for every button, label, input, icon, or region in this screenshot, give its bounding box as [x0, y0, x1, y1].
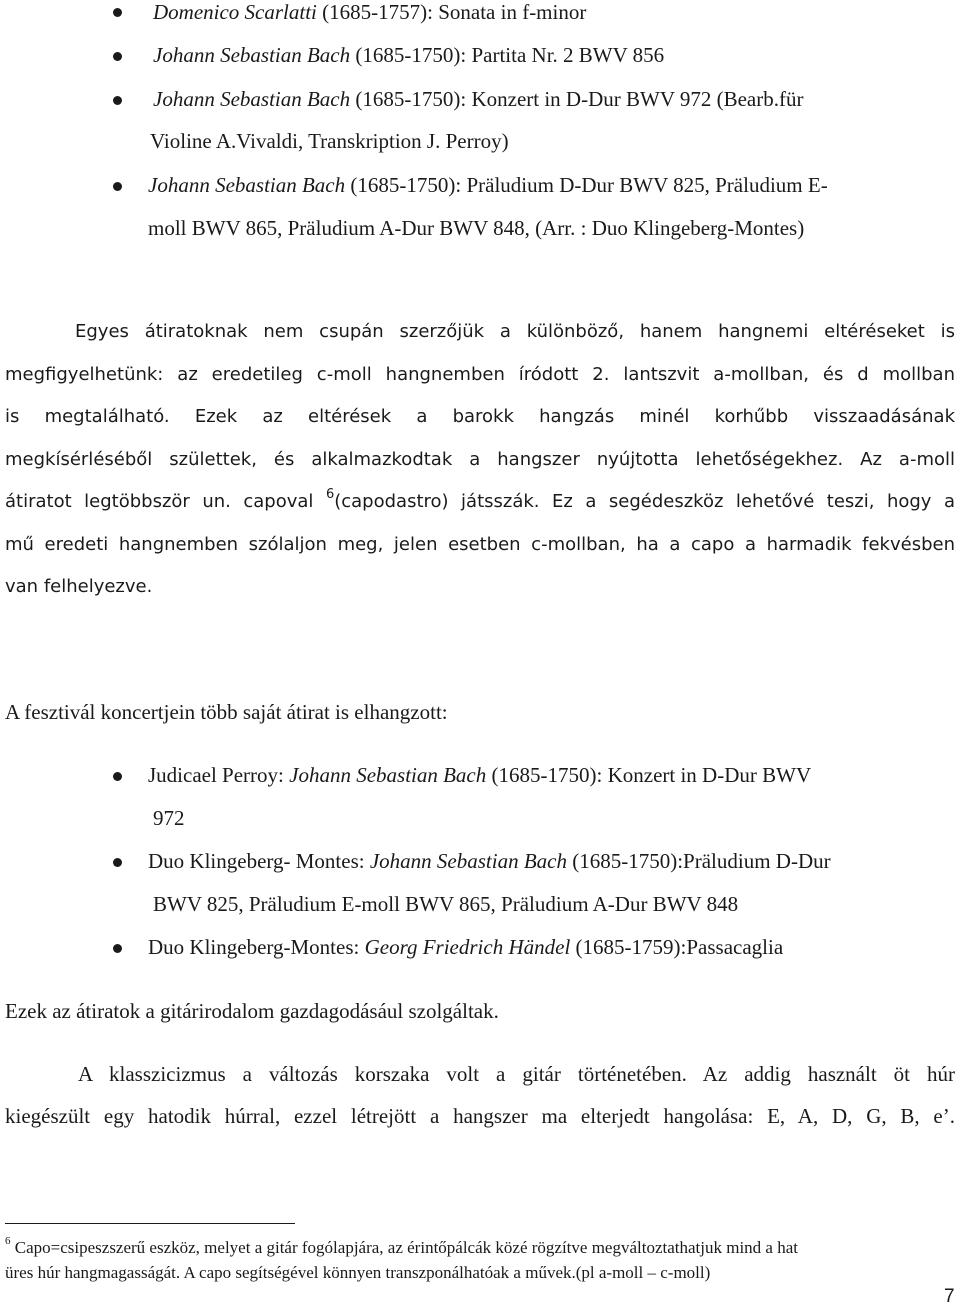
paragraph-line: Egyes átiratoknak nem csupán szerzőjük a különböző, hanem hangnemi eltéréseket is — [75, 321, 955, 342]
bullet-icon — [113, 8, 122, 17]
paragraph-line: kiegészült egy hatodik húrral, ezzel létrejött a hangszer ma elterjedt hangolása: E, A, D, G, B, e’. — [5, 1104, 955, 1128]
footnote-line: $^6$ Capo=csipeszszerű eszköz, melyet a gitár fogólapjára, az érintőpálcák közé rögzítve megváltoztathatjuk mind a hat — [5, 1235, 798, 1257]
footnote-reference: 6 — [325, 487, 335, 502]
bullet-icon — [113, 182, 122, 191]
composer-name: Georg Friedrich Händel — [364, 935, 571, 959]
composer-name: Johann Sebastian Bach — [153, 87, 351, 111]
paragraph-line: megfigyelhetünk: az eredetileg c-moll hangnemben íródott 2. lantszvit a-mollban, és d mollban — [5, 364, 955, 385]
bullet-icon — [113, 944, 122, 953]
page-number: 7 — [944, 1286, 955, 1307]
closing-line: Ezek az átiratok a gitárirodalom gazdagodásául szolgáltak. — [5, 999, 499, 1023]
list-item: Duo Klingeberg-Montes: Georg Friedrich Händel (1685-1759):Passacaglia — [148, 935, 784, 959]
paragraph-line: mű eredeti hangnemben szólaljon meg, jelen esetben c-mollban, ha a capo a harmadik fekvésben — [5, 534, 955, 555]
list-item-continuation: moll BWV 865, Präludium A-Dur BWV 848, (Arr. : Duo Klingeberg-Montes) — [148, 216, 805, 240]
list-item-continuation: BWV 825, Präludium E-moll BWV 865, Präludium A-Dur BWV 848 — [153, 892, 739, 916]
bullet-icon — [113, 96, 122, 105]
paragraph-line: is megtalálható. Ezek az eltérések a barokk hangzás minél korhűbb visszaadásának — [5, 406, 955, 427]
list-item: Johann Sebastian Bach (1685-1750): Präludium D-Dur BWV 825, Präludium E- — [148, 173, 828, 197]
list-item: Domenico Scarlatti (1685-1757): Sonata in f-minor — [153, 0, 587, 24]
list-item-continuation: 972 — [153, 806, 185, 830]
festival-heading: A fesztivál koncertjein több saját átirat is elhangzott: — [5, 700, 448, 724]
list-item: Johann Sebastian Bach (1685-1750): Konzert in D-Dur BWV 972 (Bearb.für — [153, 87, 804, 111]
bullet-icon — [113, 858, 122, 867]
composer-name: Johann Sebastian Bach — [289, 763, 487, 787]
paragraph-line: megkísérléséből születtek, és alkalmazkodtak a hangszer nyújtotta lehetőségekhez. Az a-moll — [5, 449, 955, 470]
footnote-number: 6 — [5, 1235, 11, 1247]
paragraph-line: átiratot legtöbbször un. capoval $^6$(capodastro) játsszák. Ez a segédeszköz lehetővé teszi, hogy a — [5, 487, 955, 512]
list-item-continuation: Violine A.Vivaldi, Transkription J. Perroy) — [150, 129, 509, 153]
paragraph-line: A klasszicizmus a változás korszaka volt a gitár történetében. Az addig használt öt húr — [78, 1062, 955, 1086]
list-item: Johann Sebastian Bach (1685-1750): Partita Nr. 2 BWV 856 — [153, 43, 665, 67]
list-item: Duo Klingeberg- Montes: Johann Sebastian Bach (1685-1750):Präludium D-Dur — [148, 849, 831, 873]
composer-name: Johann Sebastian Bach — [153, 43, 351, 67]
list-item: Judicael Perroy: Johann Sebastian Bach (1685-1750): Konzert in D-Dur BWV — [148, 763, 812, 787]
composer-name: Johann Sebastian Bach — [148, 173, 346, 197]
paragraph-line: van felhelyezve. — [5, 576, 153, 597]
bullet-icon — [113, 772, 122, 781]
footnote-separator — [5, 1223, 295, 1224]
bullet-icon — [113, 52, 122, 61]
composer-name: Johann Sebastian Bach — [369, 849, 567, 873]
composer-name: Domenico Scarlatti — [153, 0, 317, 24]
footnote-line: üres húr hangmagasságát. A capo segítségével könnyen transzponálhatóak a művek.(pl a-moll – c-moll) — [5, 1263, 711, 1282]
